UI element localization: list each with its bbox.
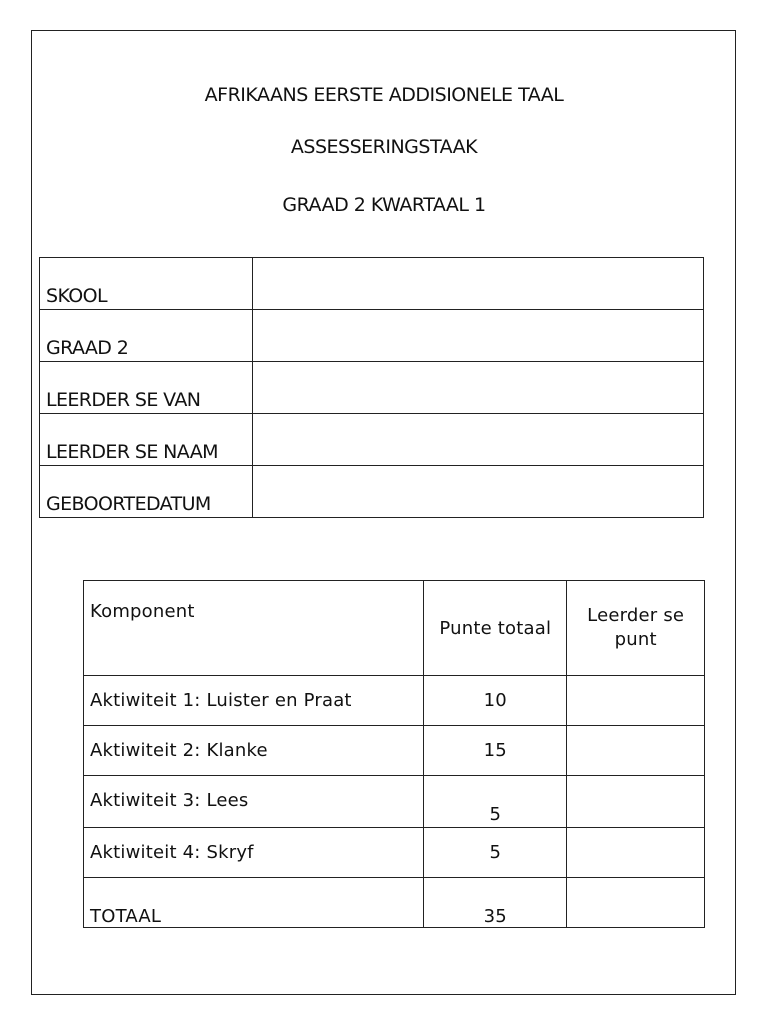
learner-score-field[interactable]	[567, 828, 705, 878]
info-row-grade	[40, 310, 704, 362]
component-cell: Aktiwiteit 3: Lees	[84, 776, 424, 828]
total-row	[84, 878, 705, 928]
info-label: LEERDER SE VAN	[40, 362, 253, 414]
subject-title: AFRIKAANS EERSTE ADDISIONELE TAAL	[204, 84, 564, 106]
table-row	[84, 828, 705, 878]
info-label: SKOOL	[40, 258, 253, 310]
total-cell: 10	[424, 676, 567, 726]
info-row-birthdate	[40, 466, 704, 518]
column-header-component: Komponent	[84, 581, 424, 676]
surname-field[interactable]	[253, 362, 704, 414]
grade-term-title: GRAAD 2 KWARTAAL 1	[282, 194, 486, 216]
column-header-learner: Leerder se punt	[567, 581, 705, 676]
info-row-name	[40, 414, 704, 466]
total-cell: 5	[424, 828, 567, 878]
info-row-school	[40, 258, 704, 310]
info-label: GRAAD 2	[40, 310, 253, 362]
table-row	[84, 726, 705, 776]
table-row	[84, 676, 705, 726]
grade-field[interactable]	[253, 310, 704, 362]
task-title: ASSESSERINGSTAAK	[290, 136, 478, 158]
total-cell: 5	[424, 776, 567, 828]
info-label: LEERDER SE NAAM	[40, 414, 253, 466]
total-cell: 15	[424, 726, 567, 776]
total-value: 35	[424, 878, 567, 928]
learner-score-field[interactable]	[567, 726, 705, 776]
learner-score-field[interactable]	[567, 676, 705, 726]
birthdate-field[interactable]	[253, 466, 704, 518]
learner-info-table	[39, 257, 704, 518]
school-field[interactable]	[253, 258, 704, 310]
column-header-total: Punte totaal	[424, 581, 567, 676]
info-row-surname	[40, 362, 704, 414]
score-header-row	[84, 581, 705, 676]
info-label: GEBOORTEDATUM	[40, 466, 253, 518]
total-label: TOTAAL	[84, 878, 424, 928]
learner-total-field[interactable]	[567, 878, 705, 928]
component-cell: Aktiwiteit 2: Klanke	[84, 726, 424, 776]
table-row	[84, 776, 705, 828]
name-field[interactable]	[253, 414, 704, 466]
component-cell: Aktiwiteit 4: Skryf	[84, 828, 424, 878]
score-table	[83, 580, 705, 928]
learner-score-field[interactable]	[567, 776, 705, 828]
component-cell: Aktiwiteit 1: Luister en Praat	[84, 676, 424, 726]
